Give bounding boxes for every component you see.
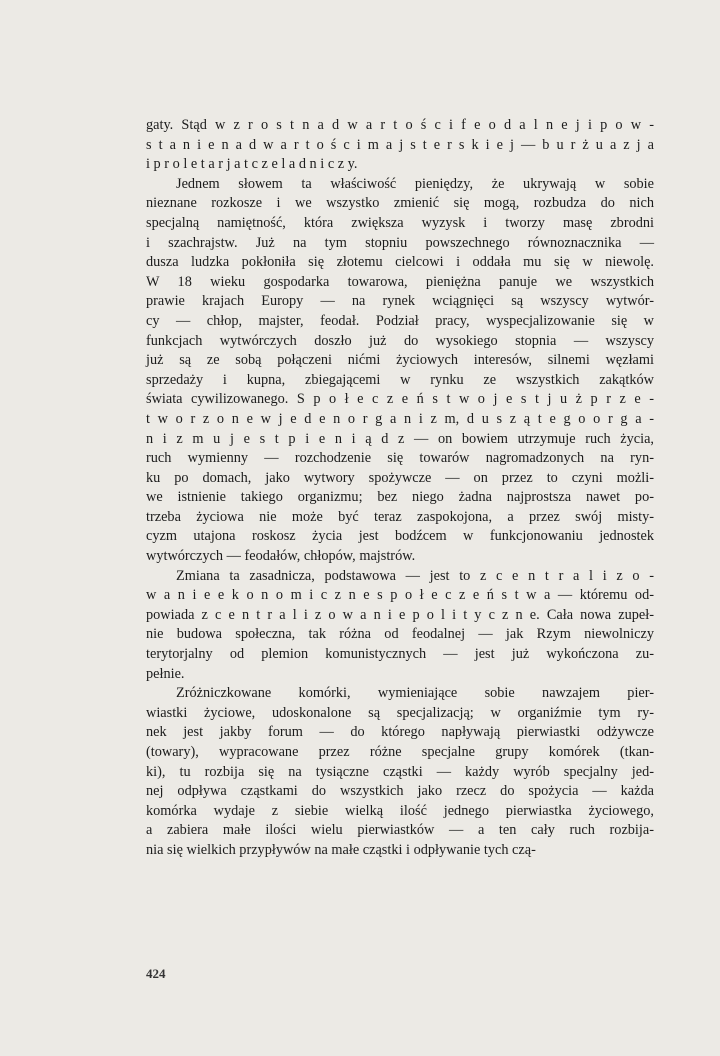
text-line: gaty. Stąd w z r o s t n a d w a r t o ś c i f e o d a l n e j i p o w - [146,117,654,133]
text-line: dusza ludzka pokłoniła się złotemu cielcowi i oddała mu się w niewolę. [146,254,654,271]
text-line: t w o r z o n e w j e d e n o r g a n i z m, d u s z ą t e g o o r g a - [146,410,654,427]
text-line: Jednem słowem ta właściwość pieniędzy, że ukrywają w sobie [176,175,654,192]
text-line: (towary), wypracowane przez różne specjalne grupy komórek (tkan- [146,744,654,760]
text-line: cyzm utajona roskosz życia jest bodźcem w funkcjonowaniu jednostek [146,528,654,545]
text-line: wytwórczych — feodałów, chłopów, majstrów. [146,548,416,565]
text-line: powiada z c e n t r a l i z o w a n i e p o l i t y c z n e. Cała nowa zupeł- [146,606,654,623]
text-line: w a n i e e k o n o m i c z n e s p o ł e c z e ń s t w a — któremu od- [146,587,654,604]
text-line: i szachrajstw. Już na tym stopniu powszechnego równoznacznika — [146,234,654,251]
text-line: ki), tu rozbija się na tysiączne cząstki — każdy wyrób specjalny jed- [146,763,654,780]
text-line: Zróżniczkowane komórki, wymieniające sobie nawzajem pier- [176,685,654,702]
text-line: pełnie. [146,665,185,682]
page-body-text [146,116,654,861]
text-line: świata cywilizowanego. S p o ł e c z e ń s t w o j e s t j u ż p r z e - [146,391,654,408]
text-line: i p r o l e t a r j a t c z e l a d n i c z y. [146,156,358,173]
text-line: nie budowa społeczna, tak różna od feodalnej — jak Rzym niewolniczy [146,626,654,643]
paragraph [146,175,654,567]
paragraph [146,116,654,175]
text-line: prawie krajach Europy — na rynek wciągnięci są wszyscy wytwór- [146,293,654,310]
text-line: ku po domach, jako wytwory spożywcze — on przez to czyni możli- [146,469,654,486]
text-line: nia się wielkich przypływów na małe cząstki i odpływanie tych czą- [146,841,536,858]
text-line: cy — chłop, majster, feodał. Podział pracy, wyspecjalizowanie się w [146,312,654,329]
text-line: nieznane rozkosze i we wszystko zmienić się mogą, rozbudza do nich [146,195,654,212]
text-line: we istnienie takiego organizmu; bez niego żadna najprostsza nawet po- [146,489,654,506]
text-line: specjalną namiętność, która zwiększa wyzysk i tworzy masę zbrodni [146,214,654,231]
text-line: W 18 wieku gospodarka towarowa, pieniężna panuje we wszystkich [146,273,654,290]
text-line: sprzedaży i kupna, zbiegającemi w rynku ze wszystkich zakątków [146,371,654,388]
text-line: s t a n i e n a d w a r t o ś c i m a j s t e r s k i e j — b u r ż u a z j a [146,136,654,153]
text-line: ruch wymienny — rozchodzenie się towarów nagromadzonych na ryn- [146,450,654,467]
text-line: komórka wydaje z siebie wielką ilość jednego pierwiastka życiowego, [146,802,654,819]
text-line: Zmiana ta zasadnicza, podstawowa — jest to z c e n t r a l i z o - [176,567,654,584]
paragraph [146,567,654,685]
text-line: funkcjach wytwórczych doszło już do wysokiego stopnia — wszyscy [146,332,654,349]
text-line: nej odpływa cząstkami do wszystkich jako rzecz do spożycia — każda [146,783,654,800]
text-line: trzeba życiowa nie może być teraz zaspokojona, a przez swój misty- [146,508,654,525]
page-number: 424 [146,966,166,981]
text-line: wiastki życiowe, udoskonalone są specjalizacją; w organiźmie tym ry- [146,704,654,721]
paragraph [146,684,654,860]
text-line: już są ze sobą połączeni nićmi życiowych interesów, silnemi węzłami [146,352,654,369]
text-line: a zabiera małe ilości wielu pierwiastków — a ten cały ruch rozbija- [146,822,654,839]
text-line: nek jest jakby forum — do którego napływają pierwiastki odżywcze [146,724,654,741]
text-line: n i z m u j e s t p i e n i ą d z — on bowiem utrzymuje ruch życia, [146,430,654,447]
text-line: terytorjalny od plemion komunistycznych — jest już wykończona zu- [146,646,654,663]
